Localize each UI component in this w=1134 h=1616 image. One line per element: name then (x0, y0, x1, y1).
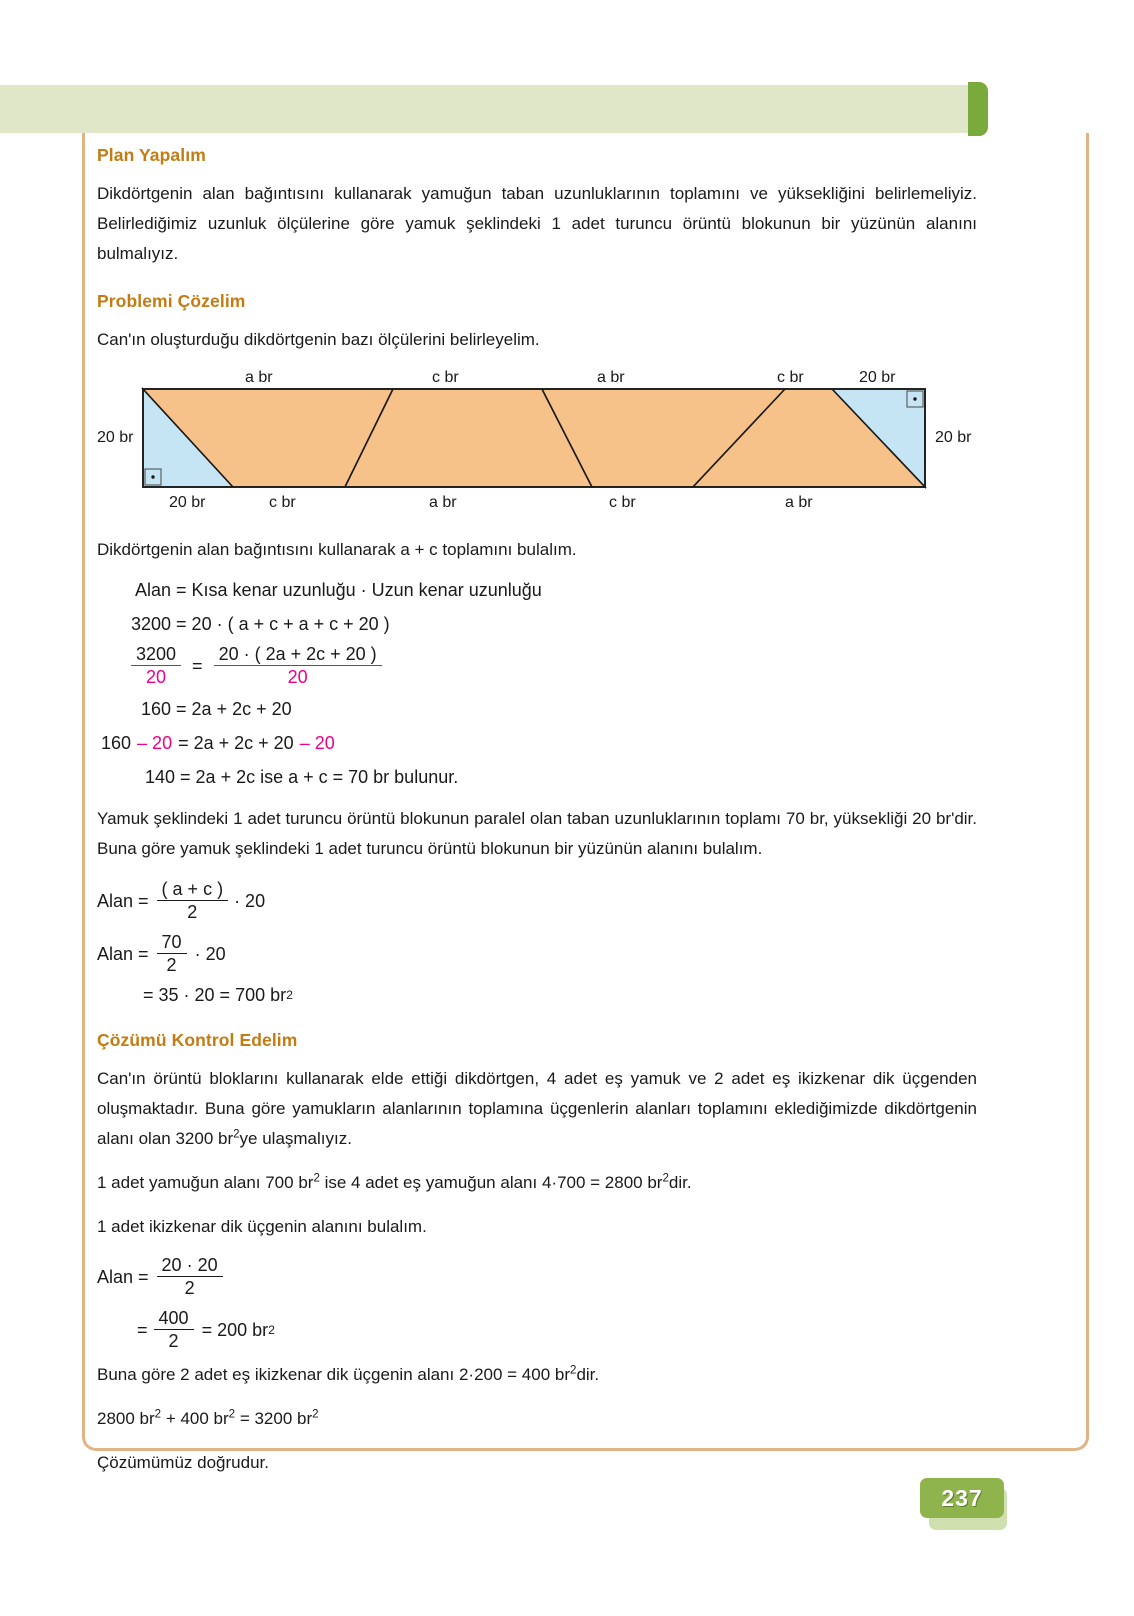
plan-section-title: Plan Yapalım (97, 145, 206, 165)
equation-trapezoid-result: = 35 · 20 = 700 br 2 (143, 985, 293, 1005)
equation-trapezoid-area-numeric (97, 933, 977, 974)
final-sum-b: + 400 br (161, 1409, 229, 1428)
check-p4-b: dir. (576, 1365, 600, 1384)
final-sum-line (97, 1404, 977, 1434)
equation-3200-text: 3200 = 20 · ( a + c + a + c + 20 ) (131, 614, 390, 634)
fraction-3200-over-20 (131, 645, 181, 686)
fraction-400-over-2 (154, 1309, 194, 1350)
equation-divide-by-20 (127, 645, 977, 686)
equation-area-formula-text: Alan = Kısa kenar uzunluğu · Uzun kenar uzunluğu (135, 580, 542, 600)
equation-140-text: 140 = 2a + 2c ise a + c = 70 br bulunur. (145, 767, 459, 787)
fraction-numerator-400: 400 (154, 1309, 194, 1330)
fraction-20x20-over-2 (157, 1256, 223, 1297)
equation-160-part-a: 160 (101, 733, 132, 753)
check-p2-b: ise 4 adet eş yamuğun alanı 4·700 = 2800 br (319, 1173, 663, 1192)
final-sum-sup1: 2 (154, 1408, 162, 1421)
fraction-expression-over-20 (214, 645, 382, 686)
triangle-result-text: = 200 br (201, 1319, 269, 1340)
solve-section-title: Problemi Çözelim (97, 291, 246, 311)
conclusion-line: Çözümümüz doğrudur. (97, 1453, 269, 1472)
equation-3200 (131, 615, 977, 633)
header-accent-tab (968, 82, 988, 136)
trapezoid-multiplier-2: · 20 (194, 943, 226, 964)
check-p2-sup1: 2 (313, 1172, 320, 1185)
fraction-numerator-a-plus-c: ( a + c ) (157, 880, 229, 901)
check-paragraph-3: 1 adet ikizkenar dik üçgenin alanını bulalım. (97, 1217, 427, 1236)
diagram-top-label-1: a br (245, 369, 273, 386)
check-paragraph-1 (97, 1064, 977, 1154)
diagram-bottom-label-4: c br (609, 494, 636, 511)
equation-140-result (145, 768, 977, 786)
diagram-top-label-2: c br (432, 369, 459, 386)
rectangle-pattern-diagram (97, 369, 977, 517)
equation-trapezoid-area-symbolic (97, 880, 977, 921)
page-content (97, 145, 977, 1492)
check-section-title: Çözümü Kontrol Edelim (97, 1030, 298, 1050)
check-p2-sup2: 2 (662, 1172, 669, 1185)
fraction-numerator-70: 70 (157, 933, 187, 954)
right-angle-dot-bottom-left (151, 475, 154, 478)
trapezoid-paragraph: Yamuk şeklindeki 1 adet turuncu örüntü blokunun paralel olan taban uzunluklarının toplamı 70 br, yüksekliği 20 br'dir. Buna göre yamuk şeklindeki 1 adet turuncu örüntü blokunun bir yüzünün alanını bulalım. (97, 809, 977, 858)
diagram-bottom-label-3: a br (429, 494, 457, 511)
equation-triangle-area (97, 1256, 977, 1297)
final-sum-a: 2800 br (97, 1409, 155, 1428)
fraction-numerator-expression: 20 · ( 2a + 2c + 20 ) (214, 645, 382, 666)
equation-minus-20-left: – 20 (137, 733, 173, 753)
equation-160-minus-20 (101, 734, 977, 752)
diagram-top-label-4: c br (777, 369, 804, 386)
check-paragraph-1-tail: ye ulaşmalıyız. (239, 1129, 352, 1148)
trapezoid-result-text: = 35 · 20 = 700 br (143, 985, 287, 1005)
diagram-bottom-label-2: c br (269, 494, 296, 511)
header-band (0, 85, 985, 133)
diagram-right-label: 20 br (935, 429, 972, 446)
diagram-svg (97, 369, 977, 517)
triangle-equals-sign: = (137, 1319, 148, 1340)
triangle-alan-label: Alan = (97, 1266, 149, 1287)
solve-intro-paragraph: Can'ın oluşturduğu dikdörtgenin bazı ölçülerini belirleyelim. (97, 330, 540, 349)
fraction-denominator-2-trap1: 2 (187, 902, 198, 922)
diagram-left-label: 20 br (97, 429, 134, 446)
diagram-top-label-5: 20 br (859, 369, 896, 386)
final-sum-c: = 3200 br (235, 1409, 313, 1428)
diagram-top-label-3: a br (597, 369, 625, 386)
right-angle-dot-top-right (913, 397, 916, 400)
check-paragraph-1-text: Can'ın örüntü bloklarını kullanarak elde ettiği dikdörtgen, 4 adet eş yamuk ve 2 adet eş ikizkenar dik üçgenden oluşmaktadır. Buna göre yamukların alanlarının toplamına üçgenlerin alanları toplamını eklediğimizde dikdörtgenin alanı olan 3200 br (97, 1069, 977, 1148)
fraction-70-over-2 (157, 933, 187, 974)
trapezoid-multiplier-1: · 20 (234, 890, 266, 911)
fraction-denominator-2-tri1: 2 (184, 1278, 195, 1298)
fraction-numerator-3200: 3200 (131, 645, 181, 666)
check-paragraph-4 (97, 1360, 977, 1390)
equation-160 (141, 700, 977, 718)
after-diagram-paragraph: Dikdörtgenin alan bağıntısını kullanarak a + c toplamını bulalım. (97, 540, 577, 559)
equation-area-formula (135, 581, 977, 599)
fraction-a-plus-c-over-2 (157, 880, 229, 921)
final-sum-sup2: 2 (228, 1408, 236, 1421)
check-p2-c: dir. (668, 1173, 692, 1192)
fraction-numerator-20x20: 20 · 20 (157, 1256, 223, 1277)
diagram-bottom-label-1: 20 br (169, 494, 206, 511)
page-number-text: 237 (941, 1484, 983, 1511)
fraction-denominator-20-left: 20 (146, 667, 167, 687)
trapezoid-alan-label-1: Alan = (97, 890, 149, 911)
check-p4-sup: 2 (570, 1364, 577, 1377)
diagram-bottom-label-5: a br (785, 494, 813, 511)
equation-160-text: 160 = 2a + 2c + 20 (141, 699, 292, 719)
equation-triangle-result: = $\frac{400}{2}$ = 200 br 2 (137, 1308, 275, 1351)
equals-sign-divide: = (192, 655, 203, 676)
final-sum-sup3: 2 (312, 1408, 319, 1421)
check-paragraph-2 (97, 1168, 977, 1198)
fraction-denominator-2-trap2: 2 (166, 955, 177, 975)
fraction-denominator-2-tri2: 2 (168, 1331, 179, 1351)
check-p4-a: Buna göre 2 adet eş ikizkenar dik üçgenin alanı 2·200 = 400 br (97, 1365, 571, 1384)
plan-paragraph: Dikdörtgenin alan bağıntısını kullanarak yamuğun taban uzunluklarının toplamını ve yüksekliğini belirlemeliyiz. Belirlediğimiz uzunluk ölçülerine göre yamuk şeklindeki 1 adet turuncu örüntü blokunun bir yüzünün alanını bulmalıyız. (97, 184, 977, 263)
equation-minus-20-right: – 20 (299, 733, 335, 753)
page-number-badge (920, 1478, 1004, 1518)
fraction-denominator-20-right: 20 (287, 667, 308, 687)
check-p1-exponent: 2 (233, 1128, 240, 1141)
equation-160-part-b: = 2a + 2c + 20 (178, 733, 294, 753)
trapezoid-alan-label-2: Alan = (97, 943, 149, 964)
check-p2-a: 1 adet yamuğun alanı 700 br (97, 1173, 314, 1192)
